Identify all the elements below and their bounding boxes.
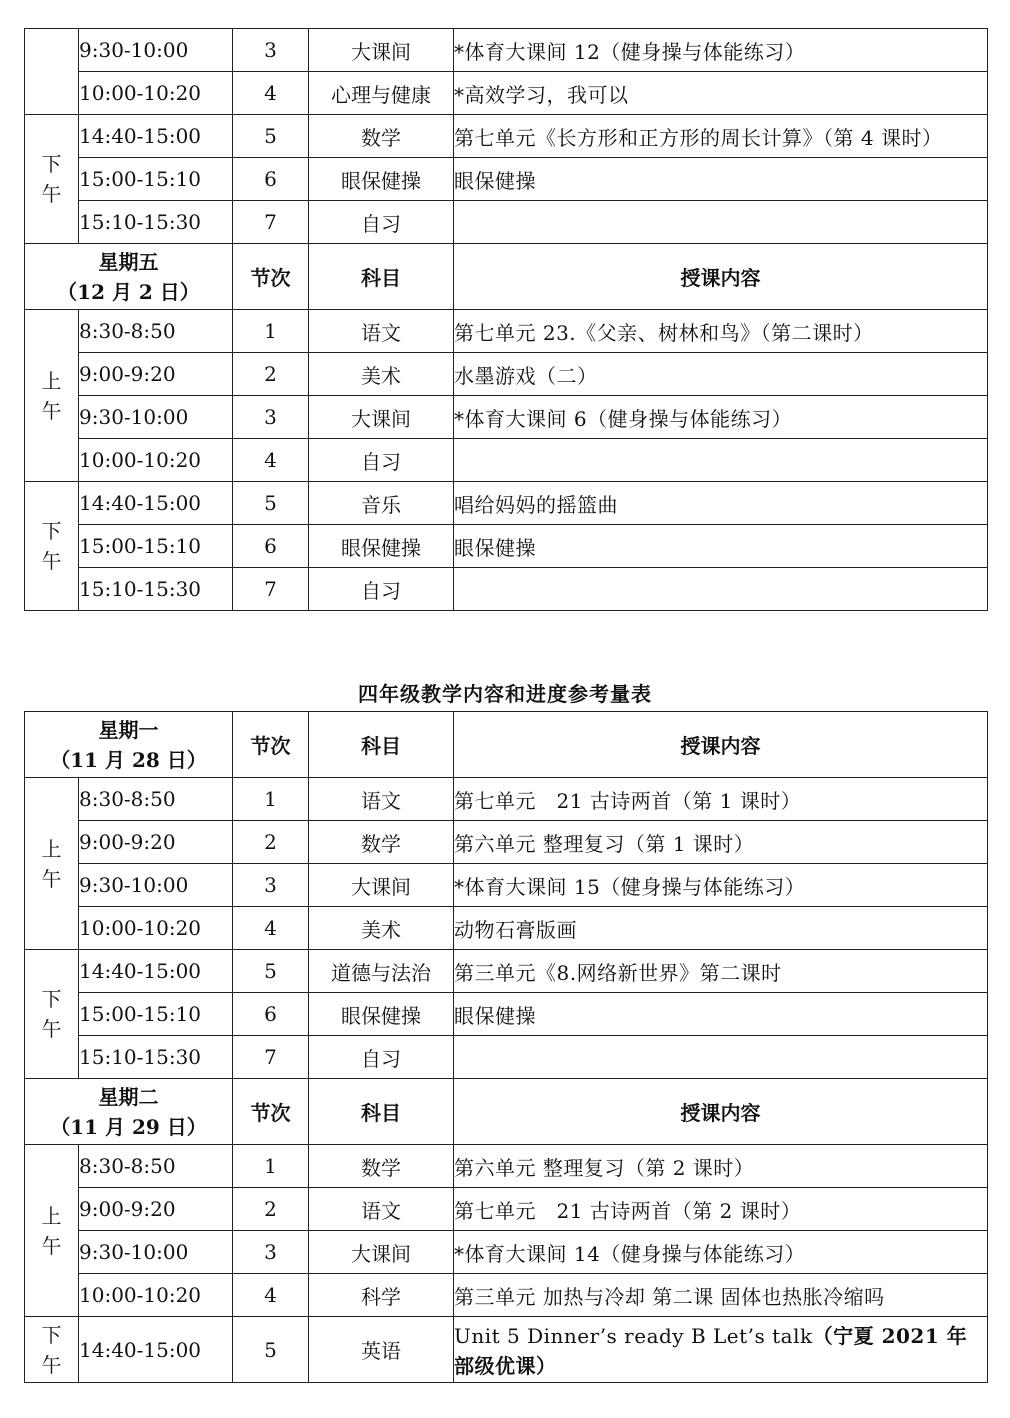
content-text: Unit 5 Dinner’s ready B Let’s talk — [454, 1323, 813, 1348]
period-cell: 7 — [233, 201, 309, 244]
column-header-period: 节次 — [233, 1079, 309, 1145]
subject-cell: 大课间 — [309, 864, 454, 907]
table-row — [25, 1036, 988, 1079]
afternoon-label: 下 午 — [25, 115, 79, 244]
period-cell: 5 — [233, 1317, 309, 1383]
day-date: （12 月 2 日） — [57, 279, 200, 304]
table-row — [25, 115, 988, 158]
schedule-table-1 — [24, 28, 988, 611]
time-cell: 14:40-15:00 — [79, 950, 233, 993]
table-row — [25, 950, 988, 993]
subject-cell: 大课间 — [309, 396, 454, 439]
content-cell: *高效学习，我可以 — [454, 72, 988, 115]
time-cell: 9:00-9:20 — [79, 1188, 233, 1231]
table-row — [25, 439, 988, 482]
content-cell: *体育大课间 6（健身操与体能练习） — [454, 396, 988, 439]
time-cell: 9:00-9:20 — [79, 821, 233, 864]
time-cell: 9:30-10:00 — [79, 1231, 233, 1274]
time-cell: 15:10-15:30 — [79, 1036, 233, 1079]
table-row — [25, 201, 988, 244]
day-header — [25, 244, 233, 310]
day-date: （11 月 29 日） — [50, 1114, 207, 1139]
subject-cell: 美术 — [309, 907, 454, 950]
time-cell: 9:30-10:00 — [79, 396, 233, 439]
table-row — [25, 907, 988, 950]
content-cell: 第六单元 整理复习（第 1 课时） — [454, 821, 988, 864]
time-cell: 10:00-10:20 — [79, 907, 233, 950]
time-cell: 14:40-15:00 — [79, 1317, 233, 1383]
content-cell: 第三单元 加热与冷却 第二课 固体也热胀冷缩吗 — [454, 1274, 988, 1317]
period-cell: 1 — [233, 778, 309, 821]
table-row — [25, 1317, 988, 1383]
subject-cell: 眼保健操 — [309, 158, 454, 201]
table-row — [25, 821, 988, 864]
content-cell: *体育大课间 15（健身操与体能练习） — [454, 864, 988, 907]
subject-cell: 数学 — [309, 821, 454, 864]
day-header — [25, 712, 233, 778]
period-cell: 1 — [233, 310, 309, 353]
afternoon-label: 下 午 — [25, 482, 79, 611]
subject-cell: 语文 — [309, 1188, 454, 1231]
period-cell: 7 — [233, 1036, 309, 1079]
column-header-subject: 科目 — [309, 712, 454, 778]
day-name: 星期五 — [98, 249, 159, 274]
period-cell: 7 — [233, 568, 309, 611]
time-cell: 15:00-15:10 — [79, 158, 233, 201]
period-cell: 3 — [233, 864, 309, 907]
subject-cell: 道德与法治 — [309, 950, 454, 993]
subject-cell: 自习 — [309, 439, 454, 482]
subject-cell: 自习 — [309, 201, 454, 244]
period-cell: 3 — [233, 29, 309, 72]
content-cell: 眼保健操 — [454, 993, 988, 1036]
period-cell: 4 — [233, 907, 309, 950]
day-name: 星期二 — [98, 1084, 159, 1109]
time-cell: 9:00-9:20 — [79, 353, 233, 396]
afternoon-label: 下 午 — [25, 950, 79, 1079]
subject-cell: 语文 — [309, 310, 454, 353]
column-header-content: 授课内容 — [454, 244, 988, 310]
content-cell: 第六单元 整理复习（第 2 课时） — [454, 1145, 988, 1188]
period-cell: 3 — [233, 396, 309, 439]
time-cell: 15:00-15:10 — [79, 525, 233, 568]
table-row — [25, 72, 988, 115]
section-title: 四年级教学内容和进度参考量表 — [358, 682, 652, 706]
column-header-content: 授课内容 — [454, 1079, 988, 1145]
morning-label: 上 午 — [25, 310, 79, 482]
content-cell: 眼保健操 — [454, 158, 988, 201]
table-row — [25, 1274, 988, 1317]
subject-cell: 科学 — [309, 1274, 454, 1317]
subject-cell: 数学 — [309, 115, 454, 158]
content-cell: 第三单元《8.网络新世界》第二课时 — [454, 950, 988, 993]
content-cell: 水墨游戏（二） — [454, 353, 988, 396]
day-name: 星期一 — [98, 717, 159, 742]
period-cell: 1 — [233, 1145, 309, 1188]
content-cell — [454, 201, 988, 244]
time-cell: 14:40-15:00 — [79, 482, 233, 525]
day-header-row — [25, 712, 988, 778]
period-cell: 3 — [233, 1231, 309, 1274]
table-row — [25, 482, 988, 525]
table-row — [25, 864, 988, 907]
time-cell: 14:40-15:00 — [79, 115, 233, 158]
content-cell: 眼保健操 — [454, 525, 988, 568]
time-cell: 15:00-15:10 — [79, 993, 233, 1036]
content-cell — [454, 1036, 988, 1079]
table-row — [25, 353, 988, 396]
subject-cell: 英语 — [309, 1317, 454, 1383]
period-cell: 4 — [233, 1274, 309, 1317]
period-cell: 6 — [233, 993, 309, 1036]
time-cell: 10:00-10:20 — [79, 72, 233, 115]
day-header-row — [25, 244, 988, 310]
period-cell: 2 — [233, 821, 309, 864]
content-cell — [454, 568, 988, 611]
day-header-row — [25, 1079, 988, 1145]
time-cell: 8:30-8:50 — [79, 778, 233, 821]
period-cell: 6 — [233, 158, 309, 201]
schedule-table-2 — [24, 711, 988, 1383]
table-row — [25, 1188, 988, 1231]
time-cell: 15:10-15:30 — [79, 201, 233, 244]
table-row — [25, 568, 988, 611]
morning-label-cont — [25, 29, 79, 115]
period-cell: 4 — [233, 439, 309, 482]
content-cell: 唱给妈妈的摇篮曲 — [454, 482, 988, 525]
content-cell: 第七单元 23.《父亲、树林和鸟》（第二课时） — [454, 310, 988, 353]
subject-cell: 眼保健操 — [309, 525, 454, 568]
subject-cell: 眼保健操 — [309, 993, 454, 1036]
day-header — [25, 1079, 233, 1145]
day-date: （11 月 28 日） — [50, 747, 207, 772]
content-cell — [454, 1317, 988, 1383]
table-row — [25, 1145, 988, 1188]
subject-cell: 自习 — [309, 568, 454, 611]
subject-cell: 语文 — [309, 778, 454, 821]
column-header-content: 授课内容 — [454, 712, 988, 778]
table-row — [25, 993, 988, 1036]
time-cell: 9:30-10:00 — [79, 29, 233, 72]
content-cell — [454, 439, 988, 482]
column-header-period: 节次 — [233, 244, 309, 310]
time-cell: 10:00-10:20 — [79, 1274, 233, 1317]
content-note: （宁夏 2021 年部级优课） — [454, 1323, 968, 1378]
subject-cell: 数学 — [309, 1145, 454, 1188]
subject-cell: 大课间 — [309, 1231, 454, 1274]
period-cell: 5 — [233, 950, 309, 993]
content-cell: 第七单元 21 古诗两首（第 1 课时） — [454, 778, 988, 821]
table-row — [25, 158, 988, 201]
period-cell: 2 — [233, 353, 309, 396]
period-cell: 5 — [233, 482, 309, 525]
table-row — [25, 396, 988, 439]
morning-label: 上 午 — [25, 1145, 79, 1317]
table-row — [25, 778, 988, 821]
period-cell: 5 — [233, 115, 309, 158]
period-cell: 2 — [233, 1188, 309, 1231]
period-cell: 6 — [233, 525, 309, 568]
subject-cell: 美术 — [309, 353, 454, 396]
table-row — [25, 525, 988, 568]
time-cell: 15:10-15:30 — [79, 568, 233, 611]
table-row — [25, 29, 988, 72]
content-cell: *体育大课间 14（健身操与体能练习） — [454, 1231, 988, 1274]
subject-cell: 自习 — [309, 1036, 454, 1079]
subject-cell: 心理与健康 — [309, 72, 454, 115]
subject-cell: 音乐 — [309, 482, 454, 525]
content-cell: 第七单元《长方形和正方形的周长计算》（第 4 课时） — [454, 115, 988, 158]
column-header-period: 节次 — [233, 712, 309, 778]
table-row — [25, 310, 988, 353]
afternoon-label: 下 午 — [25, 1317, 79, 1383]
time-cell: 10:00-10:20 — [79, 439, 233, 482]
column-header-subject: 科目 — [309, 244, 454, 310]
column-header-subject: 科目 — [309, 1079, 454, 1145]
table-row — [25, 1231, 988, 1274]
morning-label: 上 午 — [25, 778, 79, 950]
content-cell: 动物石膏版画 — [454, 907, 988, 950]
time-cell: 9:30-10:00 — [79, 864, 233, 907]
content-cell: 第七单元 21 古诗两首（第 2 课时） — [454, 1188, 988, 1231]
content-cell: *体育大课间 12（健身操与体能练习） — [454, 29, 988, 72]
time-cell: 8:30-8:50 — [79, 1145, 233, 1188]
period-cell: 4 — [233, 72, 309, 115]
subject-cell: 大课间 — [309, 29, 454, 72]
time-cell: 8:30-8:50 — [79, 310, 233, 353]
